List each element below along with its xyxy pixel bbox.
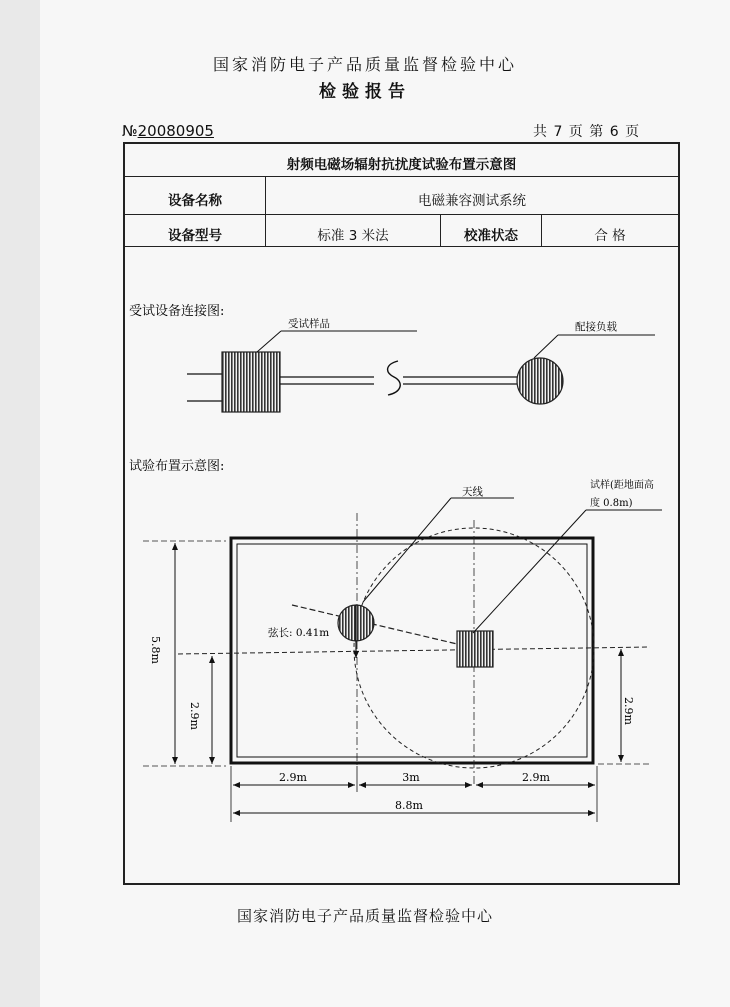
- cable-break-symbol: [388, 361, 401, 395]
- test-sample-box: [457, 631, 493, 667]
- device-name-value: 电磁兼容测试系统: [418, 193, 526, 209]
- device-name-label: 设备名称: [168, 193, 222, 209]
- connection-diagram-heading: 受试设备连接图:: [129, 304, 225, 319]
- antenna-label: 天线: [462, 486, 483, 498]
- leader-line: [534, 335, 558, 358]
- calibration-label: 校准状态: [464, 228, 518, 244]
- page-count: 共 7 页 第 6 页: [533, 124, 641, 140]
- connection-diagram: [187, 317, 655, 412]
- dim-height-left-label: 2.9m: [188, 702, 201, 730]
- table-title: 射频电磁场辐射抗扰度试验布置示意图: [286, 157, 517, 173]
- test-sample-box: [222, 352, 280, 412]
- device-model-value: 标准 3 米法: [317, 228, 389, 244]
- report-number-value: 20080905: [137, 122, 214, 140]
- sample-height-label: 度 0.8m): [590, 498, 633, 509]
- dim-height-total-label: 5.8m: [149, 636, 162, 664]
- sample-position-label: 试样(距地面高: [590, 480, 654, 491]
- dim-width-total-label: 8.8m: [395, 799, 423, 812]
- dim-width-3-label: 2.9m: [522, 771, 550, 784]
- dim-height-right-label: 2.9m: [622, 697, 635, 725]
- report-number-prefix: №: [122, 122, 138, 140]
- layout-diagram: [143, 478, 662, 822]
- document-title: 检验报告: [319, 82, 411, 102]
- layout-diagram-heading: 试验布置示意图:: [129, 459, 225, 474]
- sample-label: 受试样品: [288, 318, 330, 330]
- matched-load-circle: [517, 358, 563, 404]
- calibration-value: 合 格: [594, 228, 626, 244]
- dim-width-1-label: 2.9m: [279, 771, 307, 784]
- org-header: 国家消防电子产品质量监督检验中心: [212, 55, 517, 74]
- device-model-label: 设备型号: [168, 228, 222, 244]
- leader-line: [363, 498, 451, 602]
- dim-width-2-label: 3m: [402, 771, 420, 784]
- footer-org: 国家消防电子产品质量监督检验中心: [236, 907, 493, 925]
- leader-line: [257, 331, 281, 352]
- leader-line: [473, 510, 586, 633]
- chord-length-label: 弦长: 0.41m: [268, 627, 330, 639]
- load-label: 配接负载: [575, 321, 617, 333]
- centerline-horizontal: [178, 647, 650, 654]
